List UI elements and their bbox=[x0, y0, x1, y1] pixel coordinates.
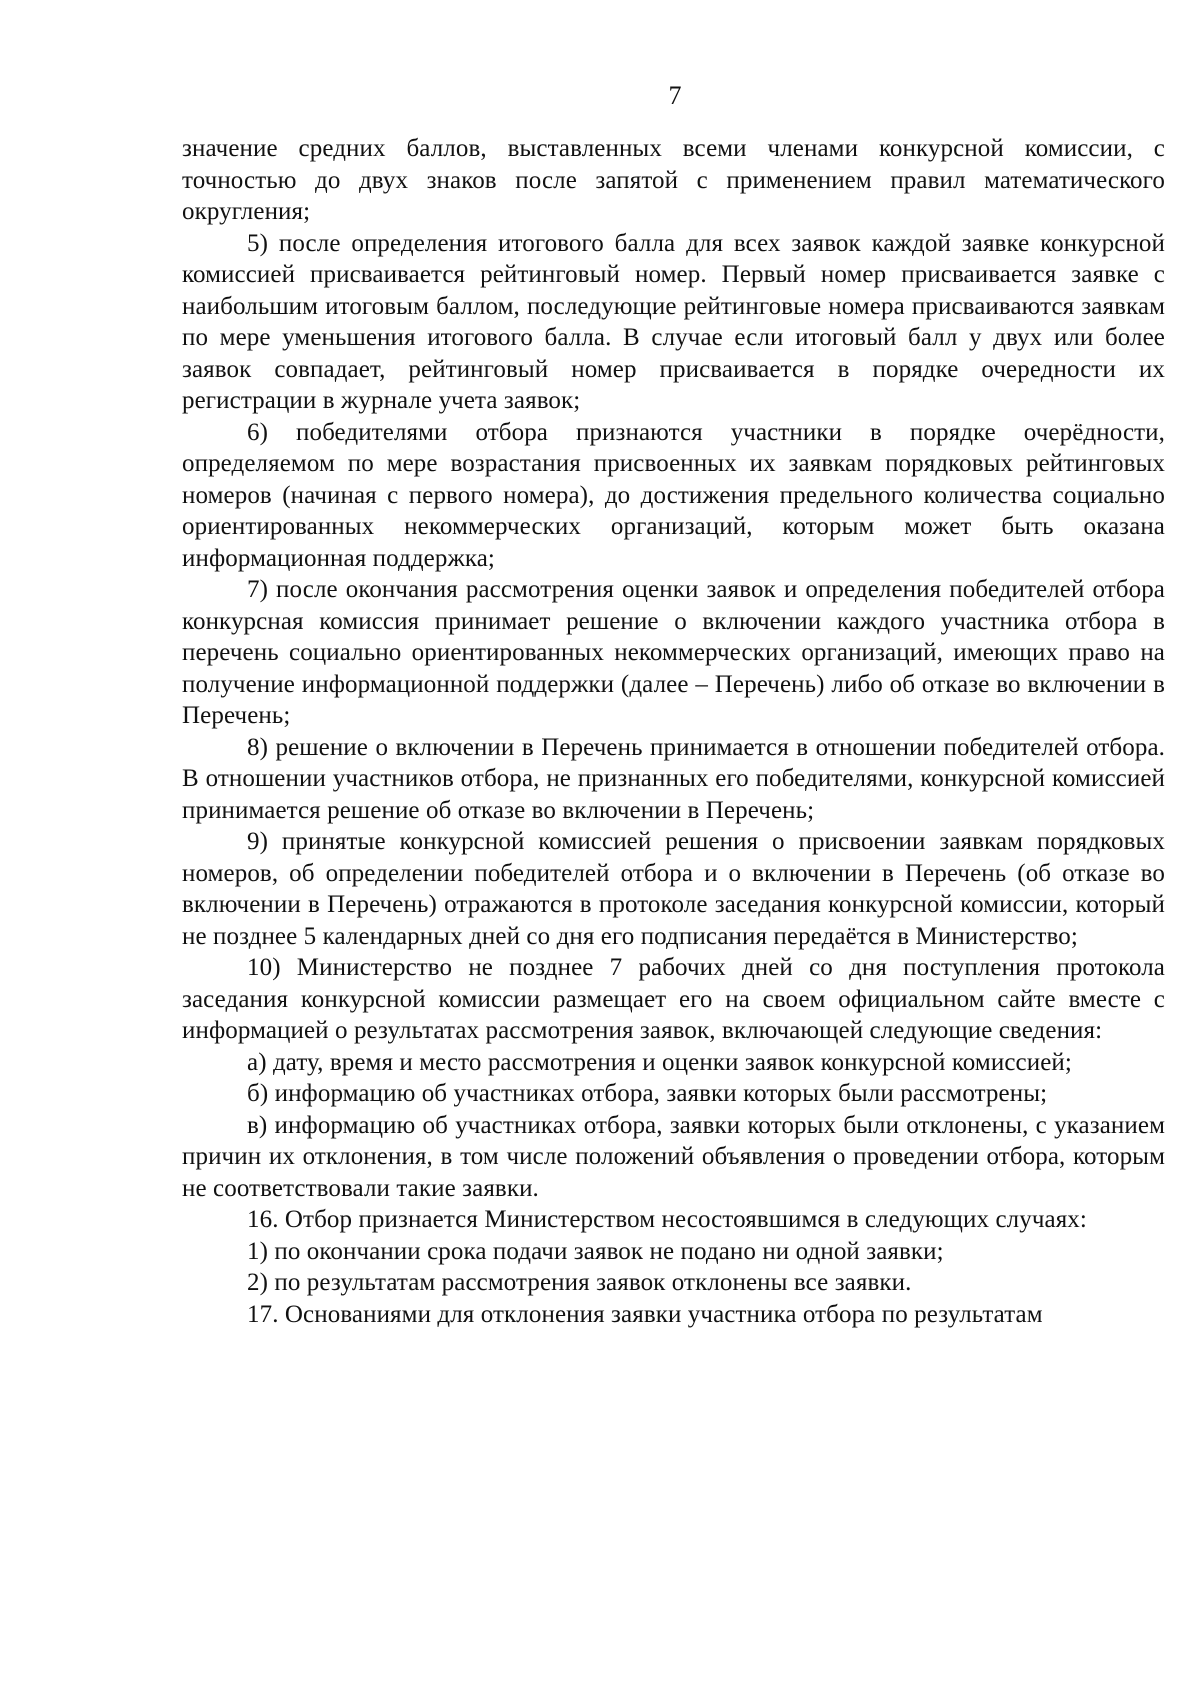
paragraph-subitem-a: а) дату, время и место рассмотрения и оценки заявок конкурсной комиссией; bbox=[247, 1048, 1072, 1076]
page-number: 7 bbox=[668, 81, 682, 110]
paragraph-item-7: 7) после окончания рассмотрения оценки заявок и определения победителей отбора конкурсная комиссия принимает решение о включении каждого участника отбора в перечень социально ориентированных некоммерческих организаций, имеющих право на получение информационной поддержки (далее – Перечень) либо об отказе во включении в Перечень; bbox=[182, 576, 1165, 729]
paragraph-section-17: 17. Основаниями для отклонения заявки участника отбора по результатам bbox=[247, 1300, 1043, 1328]
paragraph-section-16-item-2: 2) по результатам рассмотрения заявок отклонены все заявки. bbox=[247, 1269, 912, 1296]
paragraph-subitem-b: б) информацию об участниках отбора, заявки которых были рассмотрены; bbox=[247, 1080, 1048, 1107]
paragraph-section-16-item-1: 1) по окончании срока подачи заявок не подано ни одной заявки; bbox=[247, 1237, 944, 1265]
paragraph-section-16: 16. Отбор признается Министерством несостоявшимся в следующих случаях: bbox=[247, 1206, 1087, 1233]
paragraph-subitem-v: в) информацию об участниках отбора, заявки которых были отклонены, с указанием причин их отклонения, в том числе положений объявления о проведении отбора, которым не соответствовали такие заявки. bbox=[182, 1111, 1165, 1202]
paragraph-item-10: 10) Министерство не позднее 7 рабочих дней со дня поступления протокола заседания конкурсной комиссии размещает его на своем официальном сайте вместе с информацией о результатах рассмотрения заявок, включающей следующие сведения: bbox=[182, 954, 1165, 1044]
paragraph-item-6: 6) победителями отбора признаются участники в порядке очерёдности, определяемом по мере возрастания присвоенных их заявкам порядковых рейтинговых номеров (начиная с первого номера), до достижения предельного количества социально ориентированных некоммерческих организаций, которым может быть оказана информационная поддержка; bbox=[182, 418, 1165, 572]
document-body bbox=[182, 133, 1165, 1330]
paragraph-item-9: 9) принятые конкурсной комиссией решения о присвоении заявкам порядковых номеров, об определении победителей отбора и о включении в Перечень (об отказе во включении в Перечень) отражаются в протоколе заседания конкурсной комиссии, который не позднее 5 календарных дней со дня его подписания передаётся в Министерство; bbox=[182, 828, 1165, 950]
paragraph-continuation: значение средних баллов, выставленных всеми членами конкурсной комиссии, с точностью до двух знаков после запятой с применением правил математического округления; bbox=[182, 135, 1165, 225]
paragraph-item-5: 5) после определения итогового балла для всех заявок каждой заявке конкурсной комиссией присваивается рейтинговый номер. Первый номер присваивается заявке с наибольшим итоговым баллом, последующие рейтинговые номера присваиваются заявкам по мере уменьшения итогового балла. В случае если итоговый балл у двух или более заявок совпадает, рейтинговый номер присваивается в порядке очередности их регистрации в журнале учета заявок; bbox=[182, 229, 1165, 414]
paragraph-item-8: 8) решение о включении в Перечень принимается в отношении победителей отбора. В отношении участников отбора, не признанных его победителями, конкурсной комиссией принимается решение об отказе во включении в Перечень; bbox=[182, 733, 1165, 824]
